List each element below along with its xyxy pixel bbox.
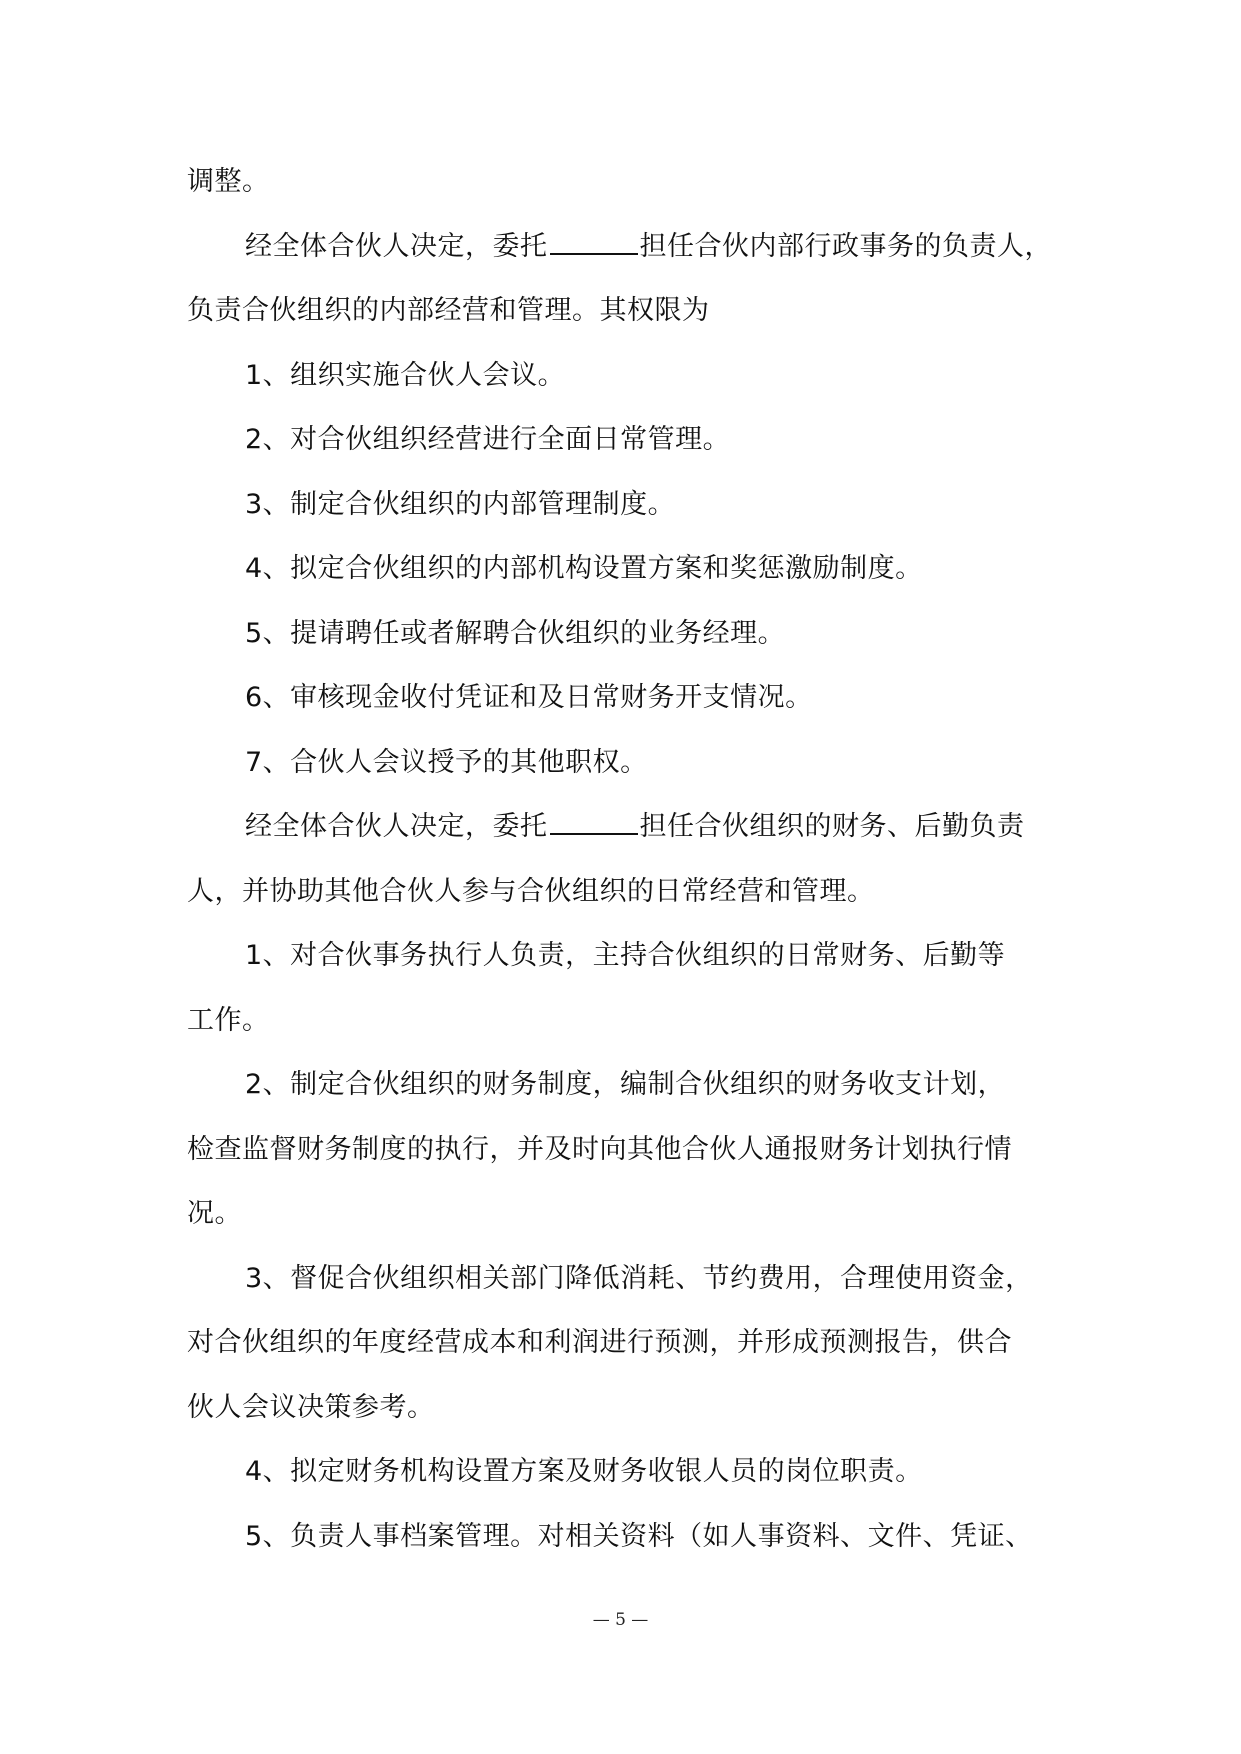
list-item: 4、拟定财务机构设置方案及财务收银人员的岗位职责。 [245, 1456, 923, 1487]
list-item: 6、审核现金收付凭证和及日常财务开支情况。 [245, 682, 813, 713]
paragraph-line: 工作。 [187, 1004, 270, 1036]
paragraph-line [187, 795, 1057, 860]
list-item: 5、负责人事档案管理。对相关资料（如人事资料、文件、凭证、 [245, 1520, 1033, 1552]
fill-in-blank [550, 231, 638, 255]
list-item: 3、制定合伙组织的内部管理制度。 [245, 488, 676, 520]
list-item: 1、组织实施合伙人会议。 [245, 359, 566, 391]
paragraph-line: 负责合伙组织的内部经营和管理。其权限为 [187, 295, 710, 326]
paragraph-line: 检查监督财务制度的执行，并及时向其他合伙人通报财务计划执行情 [187, 1133, 1012, 1165]
list-item: 5、提请聘任或者解聘合伙组织的业务经理。 [245, 617, 786, 649]
line-text: 担任合伙内部行政事务的负责人， [639, 230, 1052, 262]
paragraph-line: 人，并协助其他合伙人参与合伙组织的日常经营和管理。 [187, 875, 875, 907]
paragraph-line: 对合伙组织的年度经营成本和利润进行预测，并形成预测报告，供合 [187, 1327, 1012, 1358]
list-item: 2、对合伙组织经营进行全面日常管理。 [245, 424, 731, 455]
list-item: 3、督促合伙组织相关部门降低消耗、节约费用，合理使用资金， [245, 1262, 1033, 1294]
paragraph-line: 况。 [187, 1198, 242, 1229]
page-number: — 5 — [592, 1610, 649, 1630]
list-item: 7、合伙人会议授予的其他职权。 [245, 746, 648, 778]
document-body [187, 150, 1057, 1569]
paragraph-line [187, 215, 1057, 280]
paragraph-line: 调整。 [187, 166, 270, 197]
list-item: 4、拟定合伙组织的内部机构设置方案和奖惩激励制度。 [245, 553, 923, 584]
list-item: 1、对合伙事务执行人负责，主持合伙组织的日常财务、后勤等 [245, 940, 1006, 971]
paragraph-line: 伙人会议决策参考。 [187, 1391, 435, 1423]
fill-in-blank [550, 811, 638, 835]
list-item: 2、制定合伙组织的财务制度，编制合伙组织的财务收支计划， [245, 1069, 1006, 1100]
line-text: 担任合伙组织的财务、后勤负责 [639, 811, 1025, 842]
line-text: 经全体合伙人决定，委托 [245, 811, 548, 842]
line-text: 经全体合伙人决定，委托 [245, 230, 548, 262]
